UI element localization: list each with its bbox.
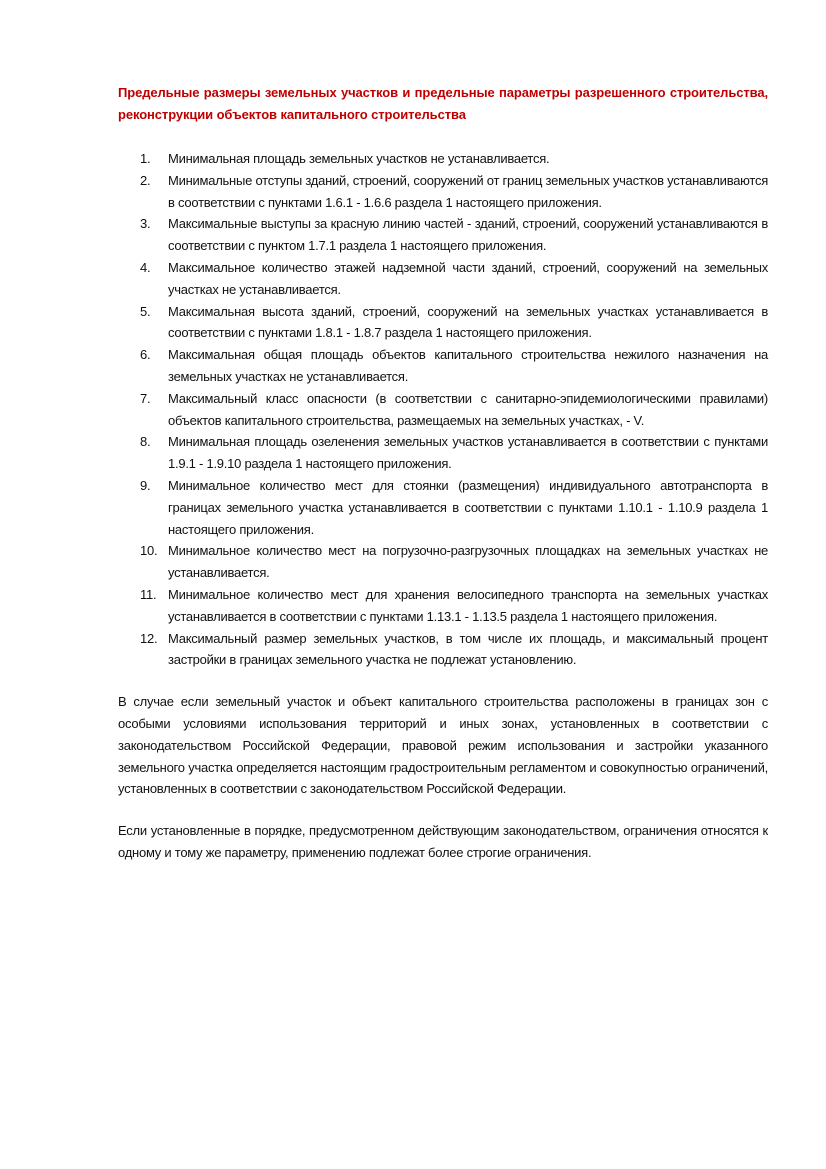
list-item-number: 8.: [140, 434, 151, 450]
list-item-text: Максимальные выступы за красную линию частей - зданий, строений, сооружений устанавливаются в соответствии с пунктом 1.7.1 раздела 1 настоящего приложения.: [168, 216, 768, 254]
list-item: [118, 388, 768, 432]
list-item-text: Минимальная площадь земельных участков не устанавливается.: [168, 151, 550, 166]
list-item-number: 1.: [140, 151, 151, 166]
paragraph-special-zones: В случае если земельный участок и объект капитального строительства расположены в границах зон с особыми условиями использования территорий и иных зонах, установленных в соответствии с законодательством Российской Федерации, правовой режим использования и застройки указанного земельного участка определяется настоящим градостроительным регламентом и совокупностью ограничений, установленных в соответствии с законодательством Российской Федерации.: [118, 694, 768, 797]
list-item-number: 3.: [140, 216, 151, 232]
list-item-number: 4.: [140, 259, 151, 275]
list-item-number: 9.: [140, 477, 151, 493]
list-item-text: Минимальное количество мест для стоянки (размещения) индивидуального автотранспорта в границах земельного участка устанавливается в соответствии с пунктами 1.10.1 - 1.10.9 раздела 1 настоящего приложения.: [168, 477, 768, 537]
list-item: [118, 540, 768, 584]
list-item-text: Минимальное количество мест на погрузочно-разгрузочных площадках на земельных участках не устанавливается.: [168, 543, 768, 581]
list-item-text: Максимальная высота зданий, строений, сооружений на земельных участках устанавливается в соответствии с пунктами 1.8.1 - 1.8.7 раздела 1 настоящего приложения.: [168, 303, 768, 341]
list-item-text: Минимальная площадь озеленения земельных участков устанавливается в соответствии с пунктами 1.9.1 - 1.9.10 раздела 1 настоящего приложения.: [168, 434, 768, 472]
list-item: [118, 344, 768, 388]
list-item: [118, 431, 768, 475]
list-item: [118, 148, 768, 170]
list-item-number: 10.: [140, 543, 158, 559]
rules-list: [118, 148, 768, 671]
list-item-text: Максимальное количество этажей надземной части зданий, строений, сооружений на земельных участках не устанавливается.: [168, 259, 768, 297]
list-item-number: 2.: [140, 172, 151, 188]
list-item-text: Минимальные отступы зданий, строений, сооружений от границ земельных участков устанавливаются в соответствии с пунктами 1.6.1 - 1.6.6 раздела 1 настоящего приложения.: [168, 172, 768, 210]
list-item-text: Минимальное количество мест для хранения велосипедного транспорта на земельных участках устанавливается в соответствии с пунктами 1.13.1 - 1.13.5 раздела 1 настоящего приложения.: [168, 586, 768, 624]
list-item-text: Максимальный размер земельных участков, в том числе их площадь, и максимальный процент застройки в границах земельного участка не подлежат установлению.: [168, 630, 768, 668]
document-title: Предельные размеры земельных участков и предельные параметры разрешенного строительства, реконструкции объектов капитального строительства: [118, 85, 768, 122]
list-item: [118, 628, 768, 672]
list-item-text: Максимальный класс опасности (в соответствии с санитарно-эпидемиологическими правилами) объектов капитального строительства, размещаемых на земельных участках, - V.: [168, 390, 768, 428]
list-item-text: Максимальная общая площадь объектов капитального строительства нежилого назначения на земельных участках не устанавливается.: [168, 347, 768, 384]
list-item-number: 7.: [140, 390, 151, 406]
list-item-number: 5.: [140, 303, 151, 319]
document-page: [118, 82, 768, 864]
list-item: [118, 475, 768, 540]
list-item-number: 6.: [140, 347, 151, 363]
list-item: [118, 584, 768, 628]
list-item: [118, 257, 768, 301]
list-item: [118, 170, 768, 214]
list-item: [118, 301, 768, 345]
list-item-number: 11.: [140, 586, 157, 602]
list-item: [118, 213, 768, 257]
list-item-number: 12.: [140, 630, 158, 646]
paragraph-strict-limits: Если установленные в порядке, предусмотренном действующим законодательством, ограничения относятся к одному и тому же параметру, применению подлежат более строгие ограничения.: [118, 823, 768, 860]
